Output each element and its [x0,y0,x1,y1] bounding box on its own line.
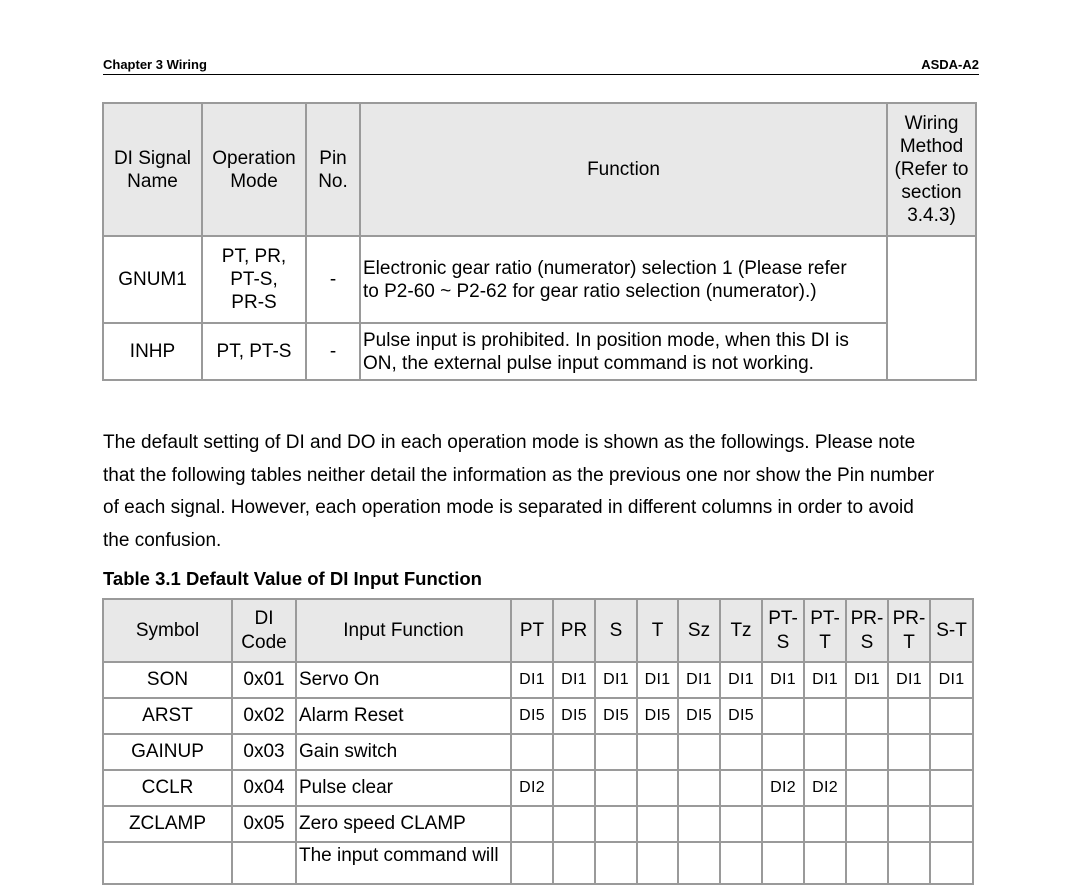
document-model: ASDA-A2 [921,57,979,72]
header-mode-pt: PT [511,599,553,662]
header-mode-pr: PR [553,599,595,662]
di-code-cell: 0x04 [232,770,296,806]
input-function-cell [296,806,511,842]
operation-mode-cell: PT, PT-S [202,323,306,380]
wiring-method-cell [887,236,976,380]
header-mode-s-t: S-T [930,599,973,662]
header-mode-pr-t: PR- T [888,599,930,662]
mode-pt-s-value [762,734,804,770]
mode-t-value [637,806,678,842]
mode-sz-value [678,734,720,770]
mode-s-value: DI5 [595,698,637,734]
mode-tz-value: DI1 [720,662,762,698]
mode-tz-value [720,734,762,770]
mode-t-value [637,734,678,770]
input-function-label: Zero speed CLAMP [299,813,466,834]
mode-pr-t-value [888,806,930,842]
signal-name-cell: GNUM1 [103,236,202,323]
mode-pt-s-value [762,806,804,842]
mode-tz-value [720,806,762,842]
header-di-code: DI Code [232,599,296,662]
input-function-label: The input command will [299,845,499,866]
header-mode-pt-s: PT- S [762,599,804,662]
mode-pt-value [511,806,553,842]
mode-sz-value [678,806,720,842]
mode-sz-value [678,842,720,884]
di-code-cell: 0x02 [232,698,296,734]
mode-pt-t-value [804,842,846,884]
signal-table-header [103,103,976,236]
header-mode-pr-s: PR- S [846,599,888,662]
di-code-cell: 0x03 [232,734,296,770]
mode-s-t-value [930,698,973,734]
mode-pt-s-value [762,698,804,734]
di-code-cell: 0x05 [232,806,296,842]
body-paragraph: The default setting of DI and DO in each operation mode is shown as the followings. Please note that the following tables neither detail the information as the previous one nor show the Pin number of each signal. However, each operation mode is separated in different columns in order to avoid the confusion. [103,432,935,552]
symbol-cell: ZCLAMP [103,806,232,842]
header-wiring-method: Wiring Method (Refer to section 3.4.3) [887,103,976,236]
mode-t-value [637,842,678,884]
table-row [103,734,973,770]
mode-s-t-value: DI1 [930,662,973,698]
header-operation-mode: Operation Mode [202,103,306,236]
header-mode-pt-t: PT- T [804,599,846,662]
mode-pt-value: DI1 [511,662,553,698]
header-mode-t: T [637,599,678,662]
input-function-cell [296,842,511,884]
mode-pt-value [511,842,553,884]
function-cell: Pulse input is prohibited. In position mode, when this DI is ON, the external pulse input command is not working. [360,323,887,380]
symbol-cell: CCLR [103,770,232,806]
input-function-cell [296,770,511,806]
chapter-title: Chapter 3 Wiring [103,57,207,72]
di-code-cell: 0x01 [232,662,296,698]
mode-t-value: DI1 [637,662,678,698]
page-header [103,56,979,75]
mode-tz-value [720,842,762,884]
di-table-header [103,599,973,662]
symbol-cell: SON [103,662,232,698]
function-cell: Electronic gear ratio (numerator) selection 1 (Please refer to P2-60 ~ P2-62 for gear ratio selection (numerator).) [360,236,887,323]
operation-mode-cell: PT, PR, PT-S, PR-S [202,236,306,323]
input-function-cell [296,734,511,770]
mode-s-value [595,734,637,770]
pin-cell: - [306,323,360,380]
input-function-cell [296,698,511,734]
table-row [103,770,973,806]
table-row [103,662,973,698]
mode-pr-value: DI1 [553,662,595,698]
mode-pr-value [553,842,595,884]
mode-s-value [595,806,637,842]
mode-sz-value: DI1 [678,662,720,698]
input-function-label: Gain switch [299,741,398,762]
mode-pt-s-value: DI2 [762,770,804,806]
mode-pr-s-value [846,734,888,770]
mode-s-t-value [930,734,973,770]
mode-pr-t-value [888,734,930,770]
table-row [103,806,973,842]
table-caption: Table 3.1 Default Value of DI Input Function [103,568,482,589]
table-row [103,698,973,734]
symbol-cell: ARST [103,698,232,734]
mode-s-value [595,770,637,806]
mode-pr-t-value [888,698,930,734]
symbol-cell [103,842,232,884]
mode-pr-s-value [846,698,888,734]
table-row [103,323,976,380]
mode-pt-t-value [804,734,846,770]
symbol-cell: GAINUP [103,734,232,770]
mode-s-t-value [930,806,973,842]
header-pin-no: Pin No. [306,103,360,236]
header-mode-s: S [595,599,637,662]
header-symbol: Symbol [103,599,232,662]
input-function-label: Servo On [299,669,380,690]
mode-s-value: DI1 [595,662,637,698]
mode-pr-t-value: DI1 [888,662,930,698]
mode-s-value [595,842,637,884]
mode-tz-value [720,770,762,806]
input-function-label: Pulse clear [299,777,393,798]
mode-pt-value: DI5 [511,698,553,734]
mode-pt-s-value: DI1 [762,662,804,698]
mode-sz-value [678,770,720,806]
mode-pt-t-value [804,698,846,734]
mode-pr-value: DI5 [553,698,595,734]
mode-t-value [637,770,678,806]
mode-tz-value: DI5 [720,698,762,734]
header-mode-sz: Sz [678,599,720,662]
mode-pr-value [553,770,595,806]
mode-pr-t-value [888,842,930,884]
mode-pr-t-value [888,770,930,806]
input-function-label: Alarm Reset [299,705,404,726]
di-table-body [103,662,973,884]
mode-pt-t-value [804,806,846,842]
mode-pr-s-value [846,770,888,806]
mode-pr-value [553,806,595,842]
mode-pr-s-value: DI1 [846,662,888,698]
mode-t-value: DI5 [637,698,678,734]
mode-pt-value: DI2 [511,770,553,806]
input-function-cell [296,662,511,698]
header-mode-tz: Tz [720,599,762,662]
signal-name-cell: INHP [103,323,202,380]
table-row [103,842,973,884]
di-default-table [102,598,974,885]
table-row [103,236,976,323]
mode-pr-s-value [846,842,888,884]
mode-sz-value: DI5 [678,698,720,734]
mode-pr-s-value [846,806,888,842]
mode-pt-t-value: DI2 [804,770,846,806]
di-code-cell [232,842,296,884]
mode-pt-value [511,734,553,770]
header-input-function: Input Function [296,599,511,662]
mode-s-t-value [930,842,973,884]
pin-cell: - [306,236,360,323]
header-function: Function [360,103,887,236]
mode-pt-t-value: DI1 [804,662,846,698]
mode-pr-value [553,734,595,770]
mode-pt-s-value [762,842,804,884]
signal-table [102,102,977,381]
mode-s-t-value [930,770,973,806]
header-signal-name: DI Signal Name [103,103,202,236]
